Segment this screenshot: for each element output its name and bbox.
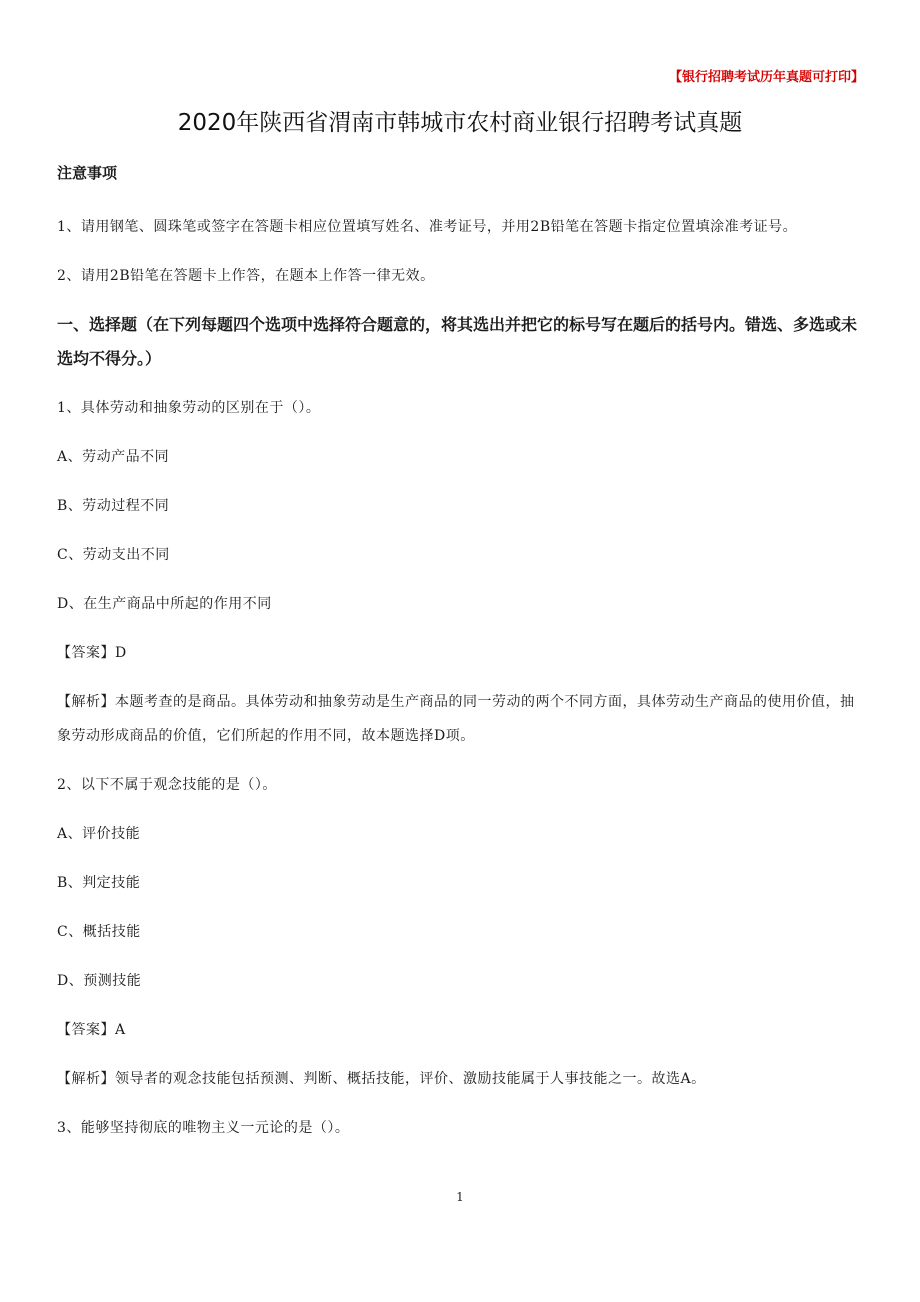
notice-item-2: 2、请用2B铅笔在答题卡上作答，在题本上作答一律无效。 xyxy=(57,268,435,284)
section-heading: 一、选择题（在下列每题四个选项中选择符合题意的，将其选出并把它的标号写在题后的括号内。错选、多选或未选均不得分。） xyxy=(57,315,858,368)
question-2-option-b: B、判定技能 xyxy=(57,875,141,891)
question-1-option-d: D、在生产商品中所起的作用不同 xyxy=(57,596,272,612)
document-body xyxy=(57,158,865,1160)
question-2-option-c: C、概括技能 xyxy=(57,924,141,940)
question-2-stem: 2、以下不属于观念技能的是（）。 xyxy=(57,777,277,793)
question-3-stem: 3、能够坚持彻底的唯物主义一元论的是（）。 xyxy=(57,1120,350,1136)
question-1-option-c: C、劳动支出不同 xyxy=(57,547,170,563)
header-note: 【银行招聘考试历年真题可打印】 xyxy=(668,70,864,85)
page-title: 2020年陕西省渭南市韩城市农村商业银行招聘考试真题 xyxy=(177,110,743,136)
notice-heading: 注意事项 xyxy=(57,164,118,182)
question-2-analysis: 【解析】领导者的观念技能包括预测、判断、概括技能，评价、激励技能属于人事技能之一。故选A。 xyxy=(57,1071,706,1087)
question-2-option-a: A、评价技能 xyxy=(57,826,141,842)
question-1-option-b: B、劳动过程不同 xyxy=(57,498,170,514)
page-number: 1 xyxy=(456,1190,464,1204)
question-2-option-d: D、预测技能 xyxy=(57,973,142,989)
question-1-analysis: 【解析】本题考查的是商品。具体劳动和抽象劳动是生产商品的同一劳动的两个不同方面，具体劳动生产商品的使用价值，抽象劳动形成商品的价值，它们所起的作用不同，故本题选择D项。 xyxy=(57,694,855,744)
question-2-answer: 【答案】A xyxy=(57,1022,126,1038)
question-1-stem: 1、具体劳动和抽象劳动的区别在于（）。 xyxy=(57,400,321,416)
notice-item-1: 1、请用钢笔、圆珠笔或签字在答题卡相应位置填写姓名、准考证号，并用2B铅笔在答题卡指定位置填涂准考证号。 xyxy=(57,219,798,235)
question-1-answer: 【答案】D xyxy=(57,645,127,661)
question-1-option-a: A、劳动产品不同 xyxy=(57,449,170,465)
